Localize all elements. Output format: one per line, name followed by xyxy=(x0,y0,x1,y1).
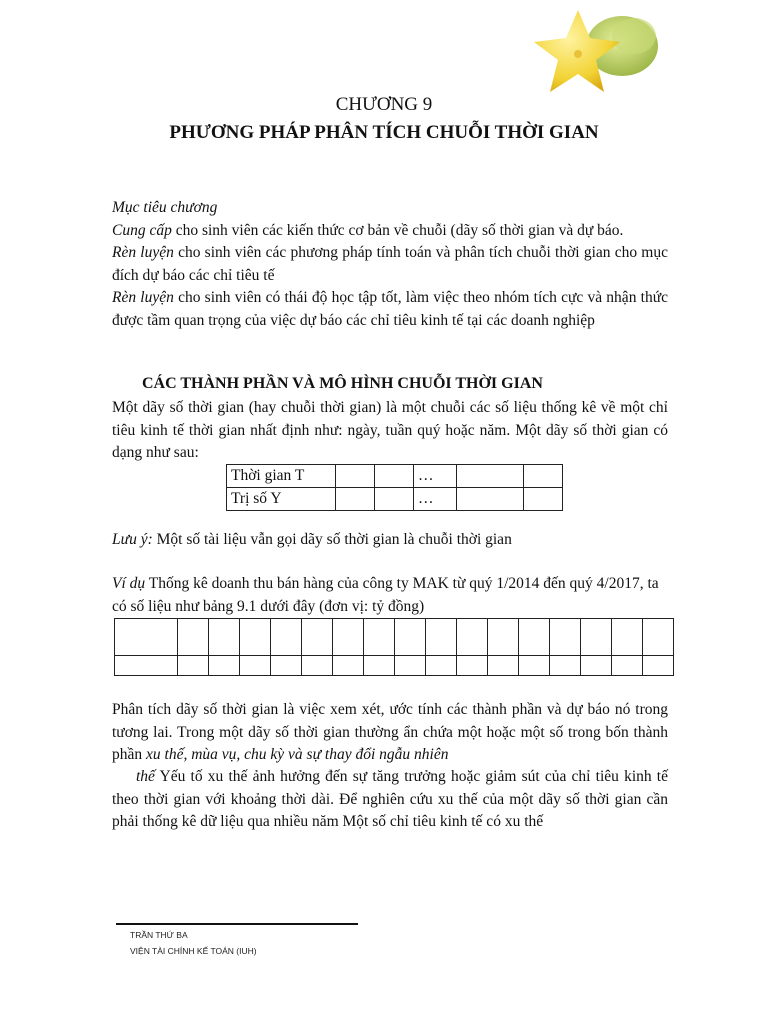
table-row xyxy=(115,656,674,676)
footer-author: TRẦN THỨ BA xyxy=(130,930,188,940)
row-label-time: Thời gian T xyxy=(227,465,336,488)
intro-paragraph: Một dãy số thời gian (hay chuỗi thời gian) là một chuỗi các số liệu thống kê về một chỉ tiêu kinh tế thời gian nhất định như: ngày, tuần quý hoặc năm. Một dãy số thời gian có dạng như sau: xyxy=(112,399,668,461)
ellipsis-cell: … xyxy=(414,465,457,488)
table-row xyxy=(115,619,674,656)
footer-institute: VIỆN TÀI CHÍNH KẾ TOÁN (IUH) xyxy=(130,946,257,956)
footer-divider xyxy=(116,923,358,925)
objectives-section xyxy=(112,197,668,332)
note-lead: Lưu ý: xyxy=(112,531,153,548)
chapter-number: CHƯƠNG 9 xyxy=(335,94,433,115)
components-list: xu thế, mùa vụ, chu kỳ và sự thay đổi ngẫu nhiên xyxy=(146,746,449,763)
example-lead: Ví dụ xyxy=(112,575,146,592)
objective-item-1: Cung cấp cho sinh viên các kiến thức cơ bản về chuỗi (dãy số thời gian và dự báo. xyxy=(112,221,624,239)
objectives-heading: Mục tiêu chương xyxy=(112,199,218,216)
chapter-title: PHƯƠNG PHÁP PHÂN TÍCH CHUỖI THỜI GIAN xyxy=(169,122,599,143)
time-series-form-table xyxy=(226,464,563,511)
trend-lead: thế xyxy=(136,768,155,785)
trend-paragraph: thế Yếu tố xu thế ảnh hưởng đến sự tăng trưởng hoặc giảm sút của chỉ tiêu kinh tế theo thời gian với khoảng thời dài. Để nghiên cứu xu thế của một dãy số thời gian cần phải thống kê dữ liệu qua nhiều năm Một số chỉ tiêu kinh tế có xu thế xyxy=(112,768,668,830)
section-heading: CÁC THÀNH PHẦN VÀ MÔ HÌNH CHUỖI THỜI GIAN xyxy=(142,375,543,392)
row-label-value: Trị số Y xyxy=(227,488,336,511)
starfruit-image xyxy=(530,6,662,98)
revenue-table xyxy=(114,618,674,676)
table-row xyxy=(227,488,563,511)
objective-item-2: Rèn luyện cho sinh viên các phương pháp tính toán và phân tích chuỗi thời gian cho mục đích dự báo các chỉ tiêu tế xyxy=(112,244,668,284)
analysis-paragraph: Phân tích dãy số thời gian là việc xem xét, ước tính các thành phần và dự báo nó trong tương lai. Trong một dãy số thời gian thường ẩn chứa một hoặc một số trong bốn thành phần xu thế, mùa vụ, chu kỳ và sự thay đổi ngẫu nhiên xyxy=(112,701,668,763)
note-line: Lưu ý: Một số tài liệu vẫn gọi dãy số thời gian là chuỗi thời gian xyxy=(112,531,512,548)
ellipsis-cell: … xyxy=(414,488,457,511)
objective-item-3: Rèn luyện cho sinh viên có thái độ học tập tốt, làm việc theo nhóm tích cực và nhận thức được tầm quan trọng của việc dự báo các chỉ tiêu kinh tế tại các doanh nghiệp xyxy=(112,289,668,329)
example-paragraph: Ví dụ Thống kê doanh thu bán hàng của công ty MAK từ quý 1/2014 đến quý 4/2017, ta có số liệu như bảng 9.1 dưới đây (đơn vị: tỷ đồng) xyxy=(112,575,659,615)
table-row xyxy=(227,465,563,488)
